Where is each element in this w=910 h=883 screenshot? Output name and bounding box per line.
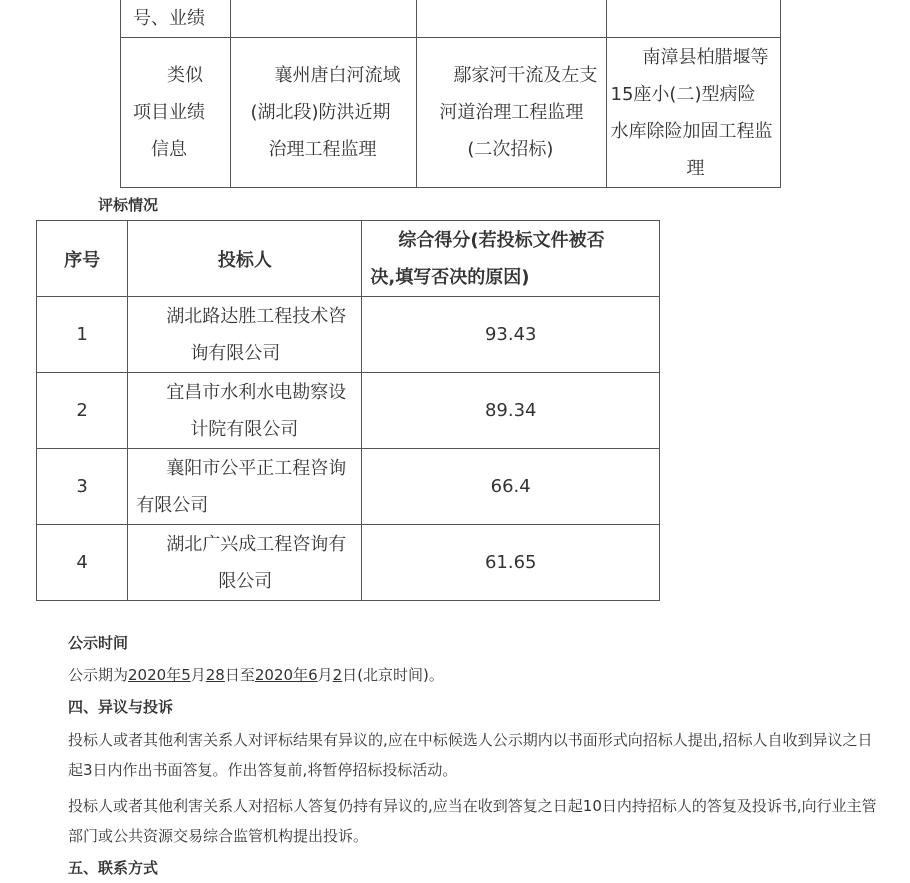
start-year: 2020年 xyxy=(128,666,182,684)
row-score: 93.43 xyxy=(362,297,660,373)
cell-line: 鄢家河干流及左支 xyxy=(453,65,598,86)
cell-line: 15座小(二)型病险 xyxy=(610,83,756,105)
cell-line: (二次招标) xyxy=(467,139,554,160)
header-score xyxy=(362,221,660,297)
bidder-line: 有限公司 xyxy=(136,494,209,516)
row-score: 61.65 xyxy=(362,525,660,601)
table-row xyxy=(121,38,781,188)
start-day-unit: 日至 xyxy=(224,666,255,684)
bidder-line: 询有限公司 xyxy=(190,342,281,364)
row-score: 89.34 xyxy=(362,373,660,449)
header-line: 综合得分(若投标文件被否 xyxy=(398,229,605,251)
start-month-unit: 月 xyxy=(190,666,206,684)
objection-heading: 四、异议与投诉 xyxy=(68,698,174,716)
start-day: 28 xyxy=(205,666,225,684)
cell-line: 治理工程监理 xyxy=(268,139,377,160)
contact-heading: 五、联系方式 xyxy=(68,859,159,877)
end-day-unit: 日 xyxy=(342,666,358,684)
end-month-unit: 月 xyxy=(317,666,333,684)
bidder-line: 湖北广兴成工程咨询有 xyxy=(166,533,347,555)
row-bidder xyxy=(128,525,362,601)
end-year: 2020年 xyxy=(254,666,309,684)
table-row xyxy=(37,525,660,601)
row-no: 2 xyxy=(37,373,128,449)
cell-line: (湖北段)防洪近期 xyxy=(250,102,391,123)
cell-line: 信息 xyxy=(151,139,187,160)
end-day: 2 xyxy=(332,666,343,684)
table-cell-project xyxy=(606,38,780,188)
cell-line: 类似 xyxy=(167,65,203,86)
project-performance-table xyxy=(120,0,781,188)
row-bidder xyxy=(128,449,362,525)
table-cell-label xyxy=(121,38,231,188)
objection-para-2: 投标人或者其他利害关系人对招标人答复仍持有异议的,应当在收到答复之日起10日内持招标人的答复及投诉书,向行业主管部门或公共资源交易综合监管机构提出投诉。 xyxy=(68,797,877,845)
bidder-line: 限公司 xyxy=(218,570,273,592)
cell-line: 理 xyxy=(686,157,705,179)
notice-heading: 公示时间 xyxy=(68,634,129,652)
row-bidder xyxy=(128,297,362,373)
table-cell-project xyxy=(230,38,417,188)
header-no: 序号 xyxy=(37,221,128,297)
bidder-line: 湖北路达胜工程技术咨 xyxy=(166,305,347,327)
table-cell-label: 号、业绩 xyxy=(121,0,231,38)
row-no: 1 xyxy=(37,297,128,373)
bidder-line: 计院有限公司 xyxy=(190,418,299,440)
row-score: 66.4 xyxy=(362,449,660,525)
end-month: 6 xyxy=(308,666,318,684)
table-row xyxy=(37,373,660,449)
notice-prefix: 公示期为 xyxy=(68,666,129,684)
row-no: 3 xyxy=(37,449,128,525)
table-cell xyxy=(417,0,606,38)
cell-line: 河道治理工程监理 xyxy=(439,102,584,123)
bidder-line: 宜昌市水利水电勘察设 xyxy=(166,381,347,403)
bidder-line: 襄阳市公平正工程咨询 xyxy=(166,457,347,479)
row-no: 4 xyxy=(37,525,128,601)
table-row xyxy=(121,0,781,38)
table-cell-project xyxy=(417,38,606,188)
cell-line: 南漳县柏腊堰等 xyxy=(642,46,769,68)
table-row xyxy=(37,297,660,373)
cell-line: 水库除险加固工程监 xyxy=(610,120,773,142)
table-cell xyxy=(230,0,417,38)
row-bidder xyxy=(128,373,362,449)
objection-para-1: 投标人或者其他利害关系人对评标结果有异议的,应在中标候选人公示期内以书面形式向招标人提出,招标人自收到异议之日起3日内作出书面答复。作出答复前,将暂停招标投标活动。 xyxy=(68,731,873,779)
table-cell xyxy=(606,0,780,38)
table-header-row xyxy=(37,221,660,297)
cell-line: 襄州唐白河流域 xyxy=(274,65,401,86)
notice-period xyxy=(68,660,878,690)
header-line: 决,填写否决的原因) xyxy=(370,266,530,288)
header-bidder: 投标人 xyxy=(128,221,362,297)
cell-line: 项目业绩 xyxy=(133,102,205,123)
bid-evaluation-table xyxy=(36,220,660,601)
table-row xyxy=(37,449,660,525)
notice-suffix: (北京时间)。 xyxy=(357,666,444,684)
section-label: 评标情况 xyxy=(98,196,159,214)
start-month: 5 xyxy=(181,666,191,684)
